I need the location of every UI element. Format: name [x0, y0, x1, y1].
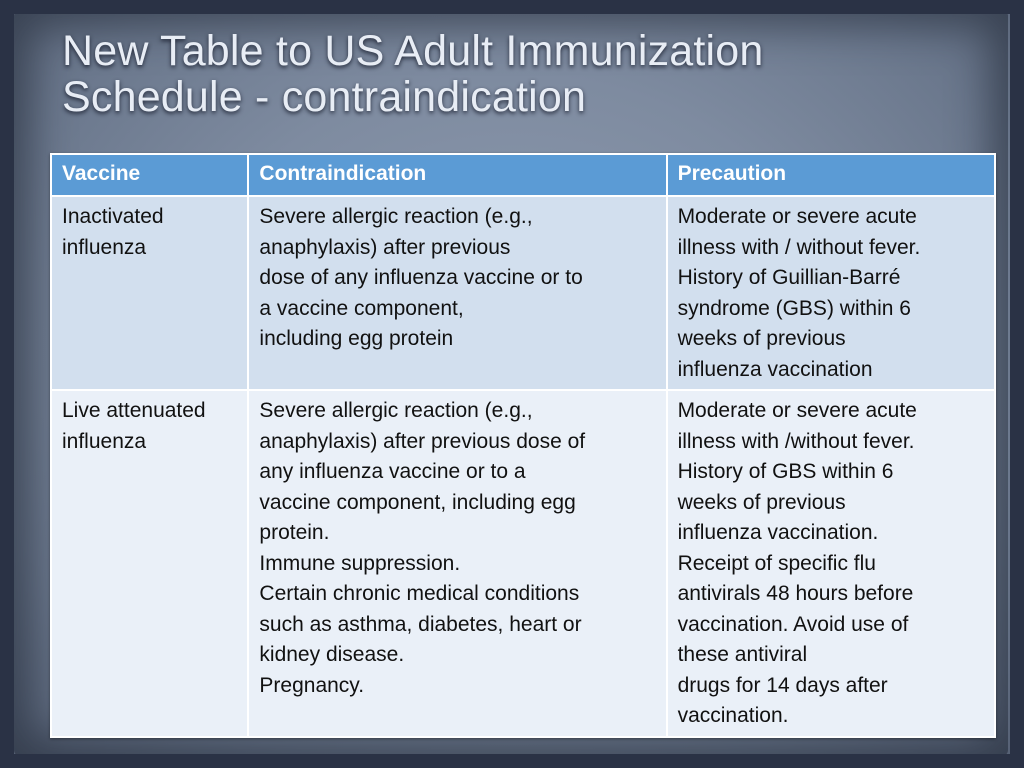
- slide-title: [62, 28, 982, 121]
- cell-line: Moderate or severe acute: [677, 205, 917, 228]
- cell-line: History of GBS within 6: [677, 460, 894, 483]
- slide-title-line-2: Schedule - contraindication: [62, 73, 587, 122]
- header-contraindication: Contraindication: [248, 154, 666, 196]
- contraindication-table: [50, 153, 996, 738]
- table-row: [51, 196, 995, 390]
- cell-line: antivirals 48 hours before: [677, 582, 914, 605]
- cell-contraindication: [248, 390, 666, 737]
- cell-line: Inactivated: [62, 205, 164, 228]
- cell-line: vaccination. Avoid use of: [677, 612, 909, 636]
- cell-line: any influenza vaccine or to a: [259, 460, 526, 483]
- cell-line: influenza: [62, 235, 147, 259]
- cell-line: influenza vaccination: [677, 357, 873, 381]
- cell-line: drugs for 14 days after: [677, 673, 888, 697]
- cell-line: weeks of previous: [677, 327, 846, 350]
- cell-line: Receipt of specific flu: [677, 551, 876, 575]
- cell-line: illness with / without fever.: [677, 235, 921, 259]
- cell-line: a vaccine component,: [259, 296, 464, 320]
- table-row: [51, 390, 995, 737]
- cell-line: Certain chronic medical conditions: [259, 582, 580, 605]
- cell-line: syndrome (GBS) within 6: [677, 296, 911, 320]
- cell-line: protein.: [259, 521, 330, 544]
- cell-line: such as asthma, diabetes, heart or: [259, 612, 582, 636]
- table-header-row: [51, 154, 995, 196]
- cell-line: Immune suppression.: [259, 551, 461, 575]
- slide-title-line-1: New Table to US Adult Immunization: [62, 27, 764, 75]
- cell-contraindication: [248, 196, 666, 390]
- header-vaccine: Vaccine: [51, 154, 248, 196]
- cell-line: anaphylaxis) after previous: [259, 235, 511, 259]
- cell-line: influenza vaccination.: [677, 521, 879, 544]
- cell-line: illness with /without fever.: [677, 429, 915, 453]
- cell-line: including egg protein: [259, 327, 454, 350]
- cell-line: Moderate or severe acute: [677, 399, 917, 422]
- cell-line: History of Guillian-Barré: [677, 266, 901, 289]
- cell-line: weeks of previous: [677, 490, 846, 514]
- header-precaution: Precaution: [667, 154, 995, 196]
- cell-vaccine: [51, 390, 248, 737]
- cell-precaution: [667, 390, 995, 737]
- cell-line: these antiviral: [677, 643, 808, 666]
- cell-precaution: [667, 196, 995, 390]
- cell-line: influenza: [62, 429, 147, 453]
- cell-line: Severe allergic reaction (e.g.,: [259, 205, 533, 228]
- cell-line: kidney disease.: [259, 643, 405, 666]
- cell-line: vaccine component, including egg: [259, 490, 576, 514]
- cell-line: vaccination.: [677, 704, 789, 727]
- cell-line: dose of any influenza vaccine or to: [259, 266, 583, 289]
- cell-line: anaphylaxis) after previous dose of: [259, 429, 586, 453]
- cell-vaccine: [51, 196, 248, 390]
- cell-line: Severe allergic reaction (e.g.,: [259, 399, 533, 422]
- cell-line: Live attenuated: [62, 399, 206, 422]
- cell-line: Pregnancy.: [259, 673, 365, 697]
